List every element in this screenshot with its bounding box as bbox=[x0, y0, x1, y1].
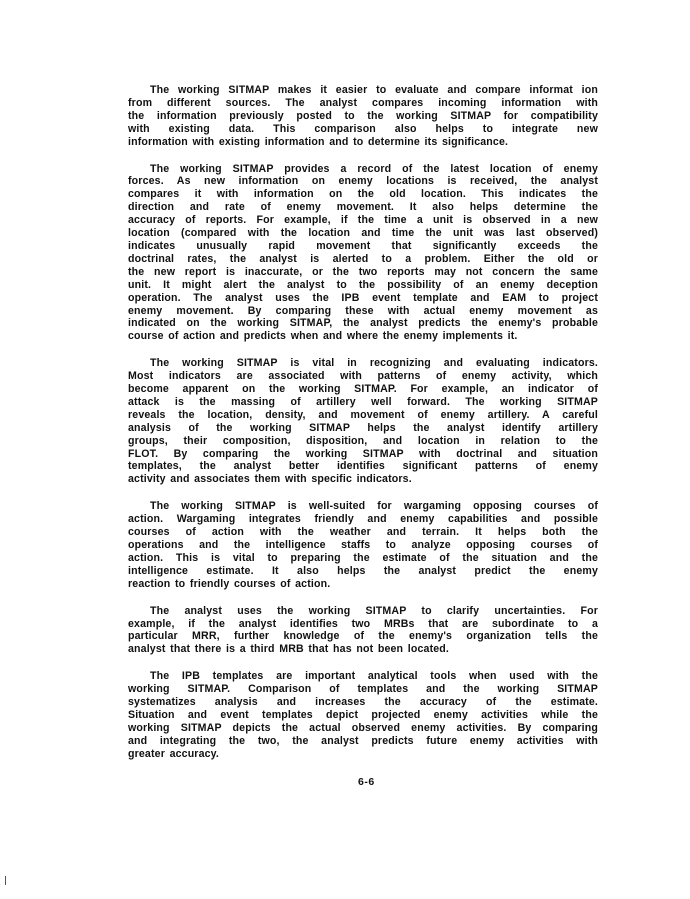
text-line: courses of action with the weather and terrain. It helps both the bbox=[128, 526, 598, 539]
text-line: action. This is vital to preparing the estimate of the situation and the bbox=[128, 551, 598, 564]
text-line: course of action and predicts when and where the enemy implements it. bbox=[128, 330, 518, 343]
text-line: Situation and event templates depict projected enemy activities while the bbox=[128, 708, 598, 721]
text-line: the new report is inaccurate, or the two reports may not concern the same bbox=[128, 265, 598, 278]
text-line: with existing data. This comparison also helps to integrate new bbox=[128, 122, 598, 135]
text-line: The IPB templates are important analytical tools when used with the bbox=[150, 670, 598, 683]
text-line: example, if the analyst identifies two MRBs that are subordinate to a bbox=[128, 617, 598, 630]
text-line: the information previously posted to the working SITMAP for compatibility bbox=[128, 109, 598, 122]
text-line: systematizes analysis and increases the accuracy of the estimate. bbox=[128, 696, 598, 709]
paragraph-4 bbox=[128, 500, 598, 590]
page-number: 6-6 bbox=[358, 776, 375, 788]
paragraph-6 bbox=[128, 670, 598, 760]
text-line: operations and the intelligence staffs to analyze opposing courses of bbox=[128, 539, 598, 551]
text-line: particular MRR, further knowledge of the enemy's organization tells the bbox=[128, 630, 598, 643]
text-line: analysis of the working SITMAP helps the analyst identify artillery bbox=[128, 421, 598, 434]
text-line: templates, the analyst better identifies significant patterns of enemy bbox=[128, 460, 598, 473]
text-line: reveals the location, density, and movement of enemy artillery. A careful bbox=[128, 408, 598, 421]
text-line: indicates unusually rapid movement that significantly exceeds the bbox=[128, 239, 598, 252]
text-line: accuracy of reports. For example, if the time a unit is observed in a new bbox=[128, 214, 598, 227]
paragraph-3 bbox=[128, 357, 598, 486]
text-line: working SITMAP. Comparison of templates and the working SITMAP bbox=[128, 683, 598, 696]
text-line: working SITMAP depicts the actual observed enemy activities. By comparing bbox=[128, 721, 598, 734]
text-line: indicated on the working SITMAP, the analyst predicts the enemy's probable bbox=[128, 317, 598, 330]
text-line: The analyst uses the working SITMAP to clarify uncertainties. For bbox=[150, 604, 598, 617]
text-line: unit. It might alert the analyst to the possibility of an enemy deception bbox=[128, 278, 598, 291]
paragraph-2 bbox=[128, 163, 598, 344]
text-line: information with existing information and to determine its significance. bbox=[128, 135, 509, 148]
text-line: The working SITMAP is vital in recognizing and evaluating indicators. bbox=[150, 357, 598, 370]
text-line: activity and associates them with specific indicators. bbox=[128, 473, 412, 486]
text-line: intelligence estimate. It also helps the analyst predict the enemy bbox=[128, 564, 598, 577]
text-line: FLOT. By comparing the working SITMAP with doctrinal and situation bbox=[128, 447, 598, 460]
paragraph-1 bbox=[128, 84, 598, 149]
text-line: The working SITMAP is well-suited for wargaming opposing courses of bbox=[150, 500, 598, 513]
document-body bbox=[128, 84, 598, 775]
text-line: become apparent on the working SITMAP. For example, an indicator of bbox=[128, 383, 598, 396]
text-line: enemy movement. By comparing these with actual enemy movement as bbox=[128, 304, 598, 317]
text-line: and integrating the two, the analyst predicts future enemy activities with bbox=[128, 734, 598, 747]
text-line: action. Wargaming integrates friendly and enemy capabilities and possible bbox=[128, 513, 598, 526]
text-line: forces. As new information on enemy locations is received, the analyst bbox=[128, 175, 598, 188]
text-line: direction and rate of enemy movement. It also helps determine the bbox=[128, 201, 598, 214]
text-line: attack is the massing of artillery well forward. The working SITMAP bbox=[128, 395, 598, 408]
text-line: reaction to friendly courses of action. bbox=[128, 577, 331, 590]
text-line: greater accuracy. bbox=[128, 747, 220, 760]
text-line: from different sources. The analyst compares incoming information with bbox=[128, 96, 598, 109]
text-line: groups, their composition, disposition, and location in relation to the bbox=[128, 434, 598, 447]
text-line: compares it with information on the old location. This indicates the bbox=[128, 188, 598, 201]
text-line: Most indicators are associated with patterns of enemy activity, which bbox=[128, 370, 598, 383]
text-line: analyst that there is a third MRB that has not been located. bbox=[128, 643, 449, 656]
text-line: The working SITMAP provides a record of the latest location of enemy bbox=[150, 162, 598, 175]
scan-mark bbox=[5, 876, 6, 885]
paragraph-5 bbox=[128, 605, 598, 657]
text-line: The working SITMAP makes it easier to evaluate and compare informat ion bbox=[150, 84, 598, 96]
text-line: operation. The analyst uses the IPB event template and EAM to project bbox=[128, 291, 598, 304]
text-line: location (compared with the location and time the unit was last observed) bbox=[128, 227, 598, 240]
text-line: doctrinal rates, the analyst is alerted to a problem. Either the old or bbox=[128, 252, 598, 265]
